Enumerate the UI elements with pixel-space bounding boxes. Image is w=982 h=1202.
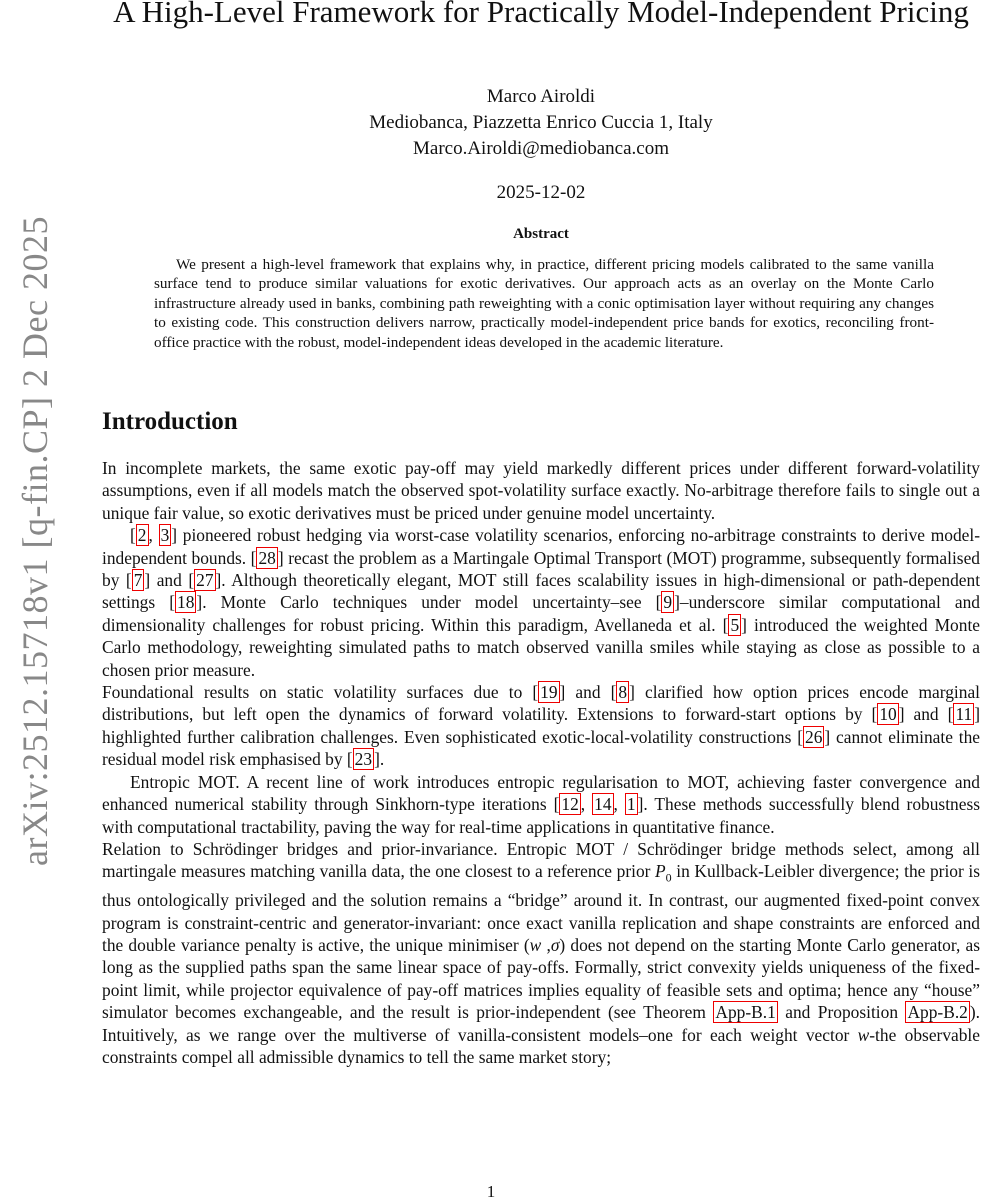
citation-link[interactable]: 10 [879, 704, 897, 725]
citation-link[interactable]: 11 [955, 704, 973, 725]
author-name: Marco Airoldi [486, 86, 596, 107]
paragraph: In incomplete markets, the same exotic pay-off may yield markedly different prices under different forward-volatility assumptions, even if all models match the observed spot-volatility surface exactly. No-arbitrage therefore fails to single out a unique fair value, so exotic derivatives must be priced under genuine model uncertainty. [102, 458, 980, 523]
math-symbol: σ [550, 935, 560, 955]
paper-date: 2025-12-02 [496, 182, 586, 203]
section-heading-introduction: Introduction [102, 408, 238, 435]
arxiv-side-stamp: arXiv:2512.15718v1 [q-fin.CP] 2 Dec 2025 [15, 216, 55, 866]
math-symbol: $P_0$ [655, 861, 672, 885]
citation-link[interactable]: App-B.2 [907, 1002, 968, 1023]
citation-link[interactable]: 2 [137, 525, 147, 546]
citation-link[interactable]: 5 [730, 614, 740, 635]
paper-title: A High-Level Framework for Practically Model-Independent Pricing [113, 0, 969, 29]
citation-link[interactable]: 12 [561, 794, 579, 815]
citation-link[interactable]: 19 [540, 682, 558, 703]
citation-link[interactable]: 26 [805, 726, 823, 747]
citation-link[interactable]: 8 [618, 682, 628, 703]
math-symbol: w [857, 1024, 870, 1045]
citation-link[interactable]: 14 [594, 794, 612, 815]
citation-link[interactable]: 9 [663, 592, 673, 613]
citation-link[interactable]: 27 [196, 570, 214, 591]
paragraph: Entropic MOT. A recent line of work introduces entropic regularisation to MOT, achieving faster convergence and enhanced numerical stability through Sinkhorn-type iterations [ 12 , 14 , 1 ]. These methods successfully blend robustness with computational tractability, paving the way for real-time applications in quantitative finance. [102, 771, 980, 837]
citation-link[interactable]: 23 [354, 749, 373, 770]
author-email[interactable]: Marco.Airoldi@mediobanca.com [413, 138, 669, 159]
introduction-body [102, 457, 980, 1068]
math-subscript: 0 [665, 870, 672, 885]
citation-link[interactable]: 7 [133, 570, 143, 591]
math-symbol: w [529, 935, 542, 955]
paragraph: Foundational results on static volatility surfaces due to [ 19 ] and [ 8 ] clarified how option prices encode marginal distributions, but left open the dynamics of forward volatility. Extensions to forward-start options by [ 10 ] and [ 11 ] highlighted further calibration challenges. Even sophisticated exotic-local-volatility constructions [ 26 ] cannot eliminate the residual model risk emphasised by [ 23 ]. [102, 682, 981, 770]
abstract-heading: Abstract [513, 226, 569, 242]
paragraph: [ 2 , 3 ] pioneered robust hedging via worst-case volatility scenarios, enforcing no-arbitrage constraints to derive model-independent bounds. [ 28 ] recast the problem as a Martingale Optimal Transport (MOT) programme, subsequently formalised by [ 7 ] and [ 27 ]. Although theoretically elegant, MOT still faces scalability issues in high-dimensional or path-dependent settings [ 18 ]. Monte Carlo techniques under model uncertainty–see [ 9 ]–underscore similar computational and dimensionality challenges for robust pricing. Within this paradigm, Avellaneda et al. [ 5 ] introduced the weighted Monte Carlo methodology, reweighting simulated paths to match observed vanilla smiles while staying as close as possible to a chosen prior measure. [102, 525, 981, 680]
abstract-text: We present a high-level framework that explains why, in practice, different pricing models calibrated to the same vanilla surface tend to produce similar valuations for exotic derivatives. Our approach acts as an overlay on the Monte Carlo infrastructure already used in banks, combining path reweighting with a conic optimisation layer without requiring any changes to existing code. This construction delivers narrow, practically model-independent price bands for exotics, reconciling front-office practice with the robust, model-independent ideas developed in the academic literature. [154, 256, 934, 351]
citation-link[interactable]: 1 [626, 794, 636, 815]
citation-link[interactable]: 28 [258, 547, 276, 568]
citation-link[interactable]: 18 [177, 592, 195, 613]
author-affiliation: Mediobanca, Piazzetta Enrico Cuccia 1, Italy [369, 112, 713, 133]
citation-link[interactable]: 3 [160, 525, 170, 546]
paragraph: Relation to Schrödinger bridges and prior-invariance. Entropic MOT / Schrödinger bridge methods select, among all martingale measures matching vanilla data, the one closest to a reference prior $P_0$ in Kullback-Leibler divergence; the prior is thus ontologically privileged and the solution remains a “bridge” around it. In contrast, our augmented fixed-point convex program is constraint-centric and generator-invariant: once exact vanilla replication and shape constraints are enforced and the double variance penalty is active, the unique minimiser (w ,σ) does not depend on the starting Monte Carlo generator, as long as the supplied paths span the same linear space of pay-offs. Formally, strict convexity yields uniqueness of the fixed-point limit, while projector equivalence of pay-off matrices implies equality of feasible sets and optima; hence any “house” simulator becomes exchangeable, and the result is prior-independent (see Theorem App-B.1 and Proposition App-B.2 ). Intuitively, as we range over the multiverse of vanilla-consistent models–one for each weight vector w-the observable constraints compel all admissible dynamics to tell the same market story; [102, 838, 981, 1068]
page-number: 1 [486, 1182, 496, 1201]
citation-link[interactable]: App-B.1 [715, 1002, 776, 1023]
